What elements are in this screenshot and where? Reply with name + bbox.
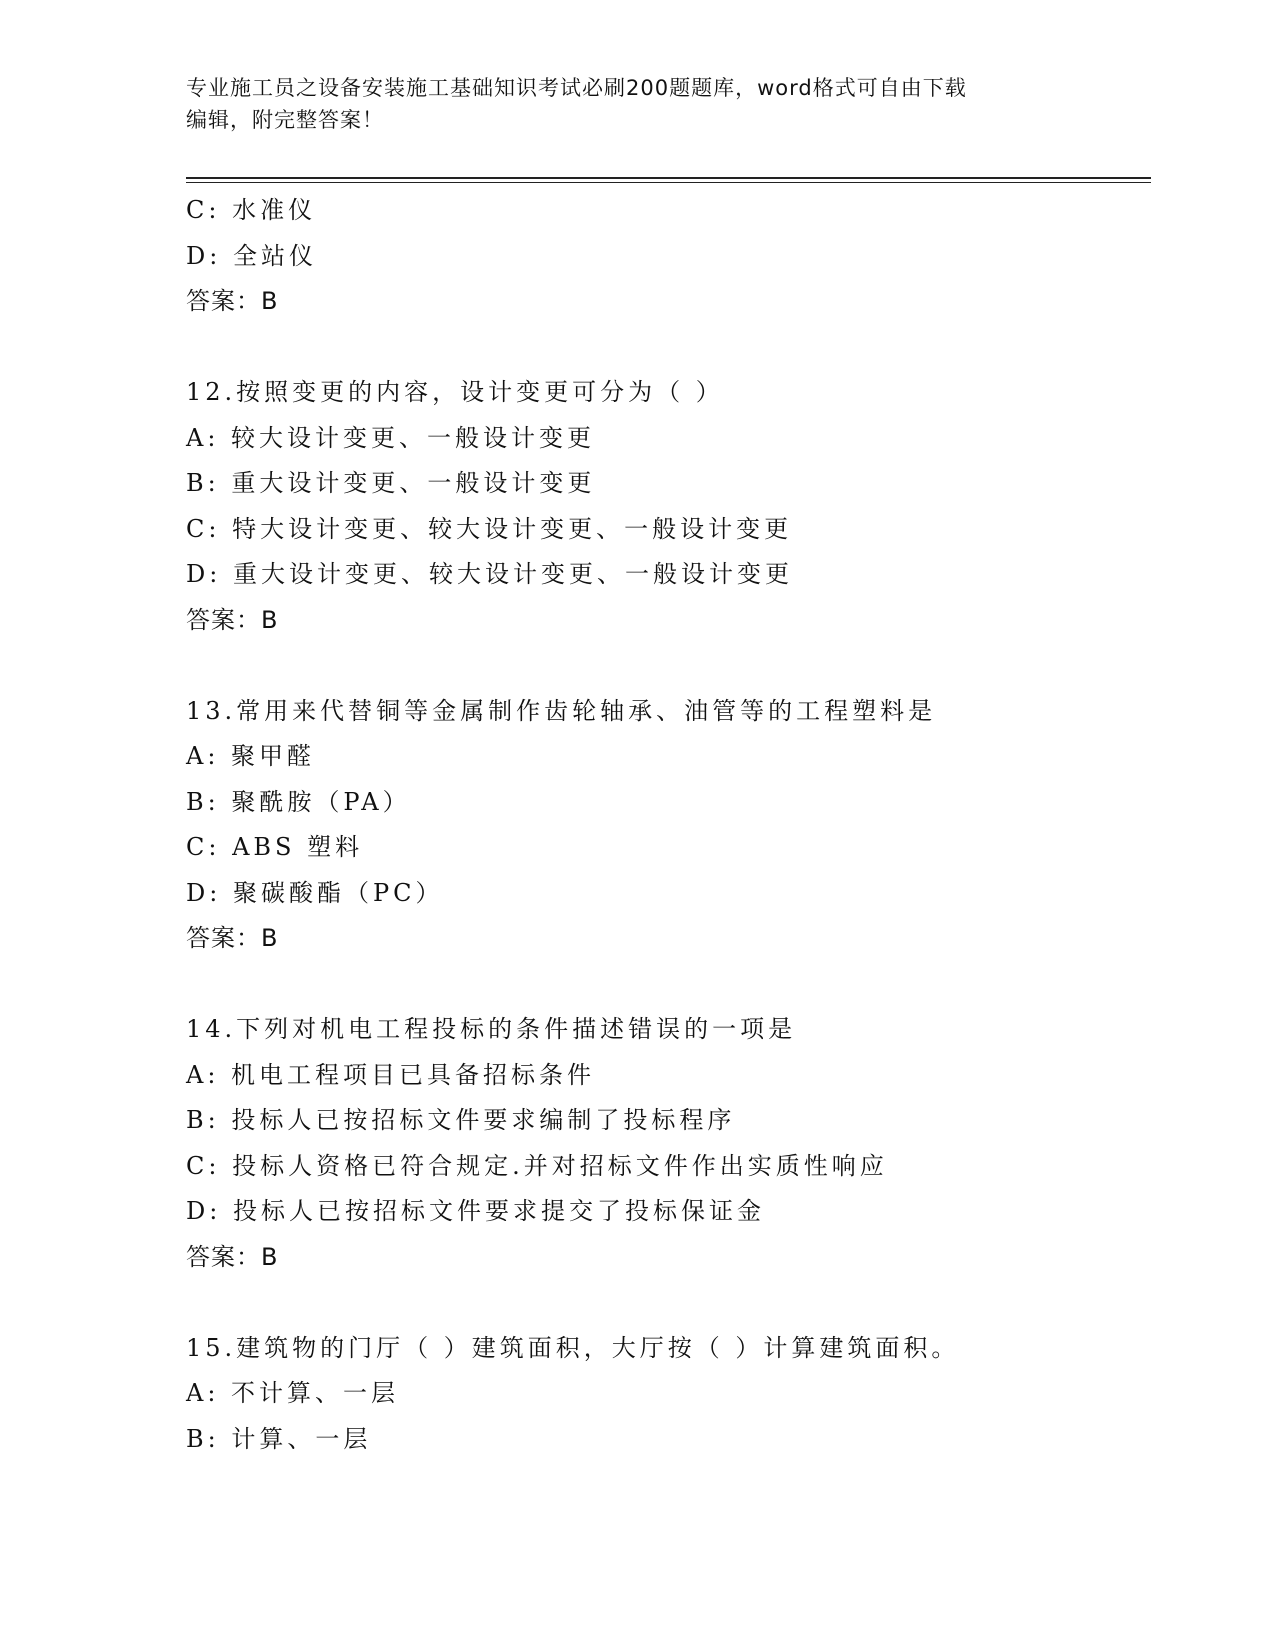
question-list <box>186 188 1146 1462</box>
question-block-12 <box>186 370 1146 643</box>
option-a: A: 机电工程项目已具备招标条件 <box>186 1060 596 1089</box>
header-title-line-1: 专业施工员之设备安装施工基础知识考试必刷200题题库，word格式可自由下载 <box>186 76 967 100</box>
option-a: A: 较大设计变更、一般设计变更 <box>186 423 596 452</box>
option-c: C: 特大设计变更、较大设计变更、一般设计变更 <box>186 514 793 543</box>
option-d: D: 重大设计变更、较大设计变更、一般设计变更 <box>186 560 793 588</box>
header-divider-thin <box>186 182 1151 183</box>
answer-line: 答案：B <box>186 605 279 634</box>
option-d: D: 聚碳酸酯（PC） <box>186 878 444 907</box>
question-text: 15.建筑物的门厅（ ）建筑面积，大厅按（ ）计算建筑面积。 <box>186 1333 960 1362</box>
question-text: 14.下列对机电工程投标的条件描述错误的一项是 <box>186 1015 797 1043</box>
question-block-15 <box>186 1326 1146 1463</box>
option-b: B: 计算、一层 <box>186 1424 372 1453</box>
answer-line: 答案：B <box>186 287 279 315</box>
question-block-11-tail <box>186 188 1146 325</box>
document-header <box>186 72 1086 136</box>
option-a: A: 不计算、一层 <box>186 1379 400 1407</box>
header-divider-thick <box>186 177 1151 179</box>
option-b: B: 重大设计变更、一般设计变更 <box>186 469 596 497</box>
answer-line: 答案：B <box>186 1242 279 1271</box>
question-block-13 <box>186 689 1146 962</box>
option-a: A: 聚甲醛 <box>186 742 316 770</box>
option-b: B: 投标人已按招标文件要求编制了投标程序 <box>186 1106 736 1134</box>
question-text: 12.按照变更的内容，设计变更可分为（ ） <box>186 378 724 406</box>
question-text: 13.常用来代替铜等金属制作齿轮轴承、油管等的工程塑料是 <box>186 696 937 725</box>
option-c: C: 水准仪 <box>186 196 317 224</box>
option-d: D: 全站仪 <box>186 241 317 270</box>
question-block-14 <box>186 1007 1146 1280</box>
option-c: C: 投标人资格已符合规定.并对招标文件作出实质性响应 <box>186 1151 888 1180</box>
option-c: C: ABS 塑料 <box>186 833 364 861</box>
header-title-line-2: 编辑，附完整答案！ <box>186 108 384 132</box>
option-b: B: 聚酰胺（PA） <box>186 787 411 816</box>
answer-line: 答案：B <box>186 924 279 952</box>
option-d: D: 投标人已按招标文件要求提交了投标保证金 <box>186 1197 765 1225</box>
